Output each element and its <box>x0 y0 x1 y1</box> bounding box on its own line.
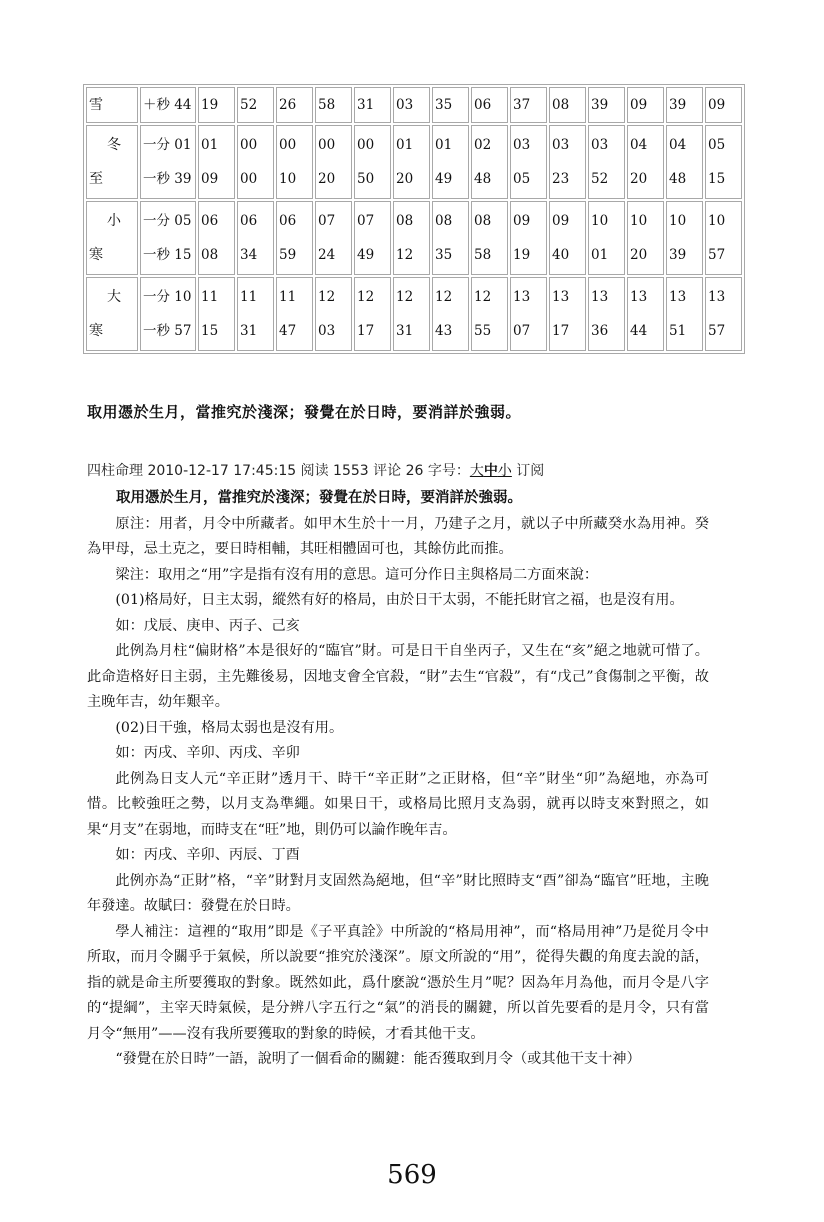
time-cell <box>237 201 274 275</box>
time-value: 23 <box>552 171 570 187</box>
table-row <box>86 125 742 199</box>
time-cell <box>393 87 430 123</box>
time-cell <box>627 201 664 275</box>
solar-term-cell <box>86 125 138 199</box>
time-value: 17 <box>552 323 570 339</box>
time-value: 04 <box>630 137 648 153</box>
time-cell <box>705 277 742 351</box>
time-cell <box>315 201 352 275</box>
time-cell <box>588 87 625 123</box>
time-value: 39 <box>669 247 687 263</box>
time-value: 31 <box>396 323 414 339</box>
time-cell <box>354 277 391 351</box>
time-value: 20 <box>630 171 648 187</box>
paragraph: 學人補注：這裡的“取用”即是《子平真詮》中所說的“格局用神”，而“格局用神”乃是從月令中所取，而月令關乎于氣候，所以說要“推究於淺深”。原文所說的“用”，從得失觀的角度去說的話，指的就是命主所要獲取的對象。既然如此，爲什麽說“憑於生月”呢？因為年月為他，而月令是八字的“提綱”，主宰天時氣候，是分辨八字五行之“氣”的消長的關鍵，所以首先要看的是月令，只有當月令“無用”——沒有我所要獲取的對象的時候，才看其他干支。 <box>87 923 709 1042</box>
time-cell <box>627 125 664 199</box>
time-value: 10 <box>669 213 687 229</box>
time-value: 12 <box>357 289 375 305</box>
time-value: 13 <box>513 289 531 305</box>
time-value: 20 <box>318 171 336 187</box>
paragraph: 此例亦為“正財”格，“辛”財對月支固然為絕地，但“辛”財比照時支“酉”卻為“臨官”旺地，主晚年發達。故賦曰：發覺在於日時。 <box>87 872 709 914</box>
paragraph: 梁注：取用之“用”字是指有沒有用的意思。這可分作日主與格局二方面來說： <box>115 566 599 583</box>
time-cell <box>627 87 664 123</box>
correction-value: 一秒 57 <box>143 323 192 339</box>
solar-term-char: 小 <box>107 213 121 229</box>
correction-value: ＋秒 44 <box>143 97 192 113</box>
solar-term-cell <box>86 277 138 351</box>
paragraph: (02)日干強，格局太弱也是沒有用。 <box>115 719 344 736</box>
time-cell <box>510 201 547 275</box>
time-cell <box>705 201 742 275</box>
correction-cell <box>140 277 196 351</box>
time-cell <box>705 125 742 199</box>
time-value: 04 <box>669 137 687 153</box>
time-value: 52 <box>591 171 609 187</box>
correction-value: 一分 01 <box>143 137 192 153</box>
time-value: 12 <box>474 289 492 305</box>
time-value: 12 <box>318 289 336 305</box>
time-cell <box>588 125 625 199</box>
time-cell <box>588 277 625 351</box>
time-value: 13 <box>669 289 687 305</box>
time-cell <box>198 201 235 275</box>
time-value: 49 <box>435 171 453 187</box>
time-cell <box>666 125 703 199</box>
time-value: 00 <box>318 137 336 153</box>
time-value: 39 <box>669 97 687 113</box>
time-cell <box>432 201 469 275</box>
time-value: 08 <box>435 213 453 229</box>
time-value: 47 <box>279 323 297 339</box>
time-value: 13 <box>591 289 609 305</box>
time-value: 00 <box>357 137 375 153</box>
time-value: 55 <box>474 323 492 339</box>
time-value: 03 <box>396 97 414 113</box>
time-value: 57 <box>708 247 726 263</box>
time-value: 03 <box>318 323 336 339</box>
time-value: 19 <box>513 247 531 263</box>
time-value: 00 <box>279 137 297 153</box>
time-cell <box>315 277 352 351</box>
time-cell <box>666 277 703 351</box>
time-cell <box>393 201 430 275</box>
article-meta <box>87 461 544 481</box>
time-value: 01 <box>396 137 414 153</box>
page-number: 569 <box>387 1160 437 1190</box>
time-cell <box>198 125 235 199</box>
time-cell <box>549 277 586 351</box>
time-value: 35 <box>435 97 453 113</box>
article-heading: 取用憑於生月，當推究於淺深；發覺在於日時，要消詳於強弱。 <box>87 403 522 421</box>
article-subheading: 取用憑於生月，當推究於淺深；發覺在於日時，要消詳於強弱。 <box>116 490 522 506</box>
time-cell <box>315 87 352 123</box>
subscribe-link[interactable]: 订阅 <box>511 463 545 479</box>
time-value: 15 <box>708 171 726 187</box>
font-size-small-link[interactable]: 小 <box>497 463 512 479</box>
time-value: 31 <box>357 97 375 113</box>
paragraph: “發覺在於日時”一語，說明了一個看命的關鍵：能否獲取到月令（或其他干支十神） <box>115 1051 641 1067</box>
time-value: 19 <box>201 97 219 113</box>
solar-term-char: 大 <box>107 289 121 305</box>
time-cell <box>354 125 391 199</box>
solar-term-char: 寒 <box>89 247 103 263</box>
time-value: 43 <box>435 323 453 339</box>
time-cell <box>237 87 274 123</box>
solar-term-cell <box>86 201 138 275</box>
time-cell <box>666 201 703 275</box>
time-value: 09 <box>552 213 570 229</box>
time-value: 20 <box>396 171 414 187</box>
time-cell <box>432 125 469 199</box>
solar-term-char: 至 <box>89 171 103 187</box>
time-cell <box>588 201 625 275</box>
time-value: 51 <box>669 323 687 339</box>
time-value: 06 <box>240 213 258 229</box>
time-value: 01 <box>201 137 219 153</box>
solar-term-char: 雪 <box>89 97 103 113</box>
time-value: 44 <box>630 323 648 339</box>
time-value: 12 <box>396 289 414 305</box>
time-value: 01 <box>435 137 453 153</box>
time-value: 10 <box>279 171 297 187</box>
time-value: 09 <box>630 97 648 113</box>
time-value: 20 <box>630 247 648 263</box>
time-value: 13 <box>552 289 570 305</box>
time-cell <box>315 125 352 199</box>
time-value: 13 <box>708 289 726 305</box>
time-value: 50 <box>357 171 375 187</box>
correction-cell <box>140 125 196 199</box>
time-cell <box>549 125 586 199</box>
correction-value: 一秒 39 <box>143 171 192 187</box>
font-size-large-link[interactable]: 大 <box>469 463 484 479</box>
time-value: 02 <box>474 137 492 153</box>
paragraph: 此例為日支人元“辛正財”透月干、時干“辛正財”之正財格，但“辛”財坐“卯”為絕地，亦為可惜。比較強旺之勢，以月支為準繩。如果日干，或格局比照月支為弱，就再以時支來對照之，如果“月支”在弱地，而時支在“旺”地，則仍可以論作晚年吉。 <box>87 770 709 838</box>
time-cell <box>549 87 586 123</box>
time-cell <box>276 201 313 275</box>
time-value: 00 <box>240 171 258 187</box>
solar-term-char: 冬 <box>107 137 121 153</box>
time-value: 08 <box>201 247 219 263</box>
time-value: 05 <box>708 137 726 153</box>
time-value: 03 <box>591 137 609 153</box>
time-cell <box>432 277 469 351</box>
time-cell <box>393 125 430 199</box>
time-value: 13 <box>630 289 648 305</box>
time-cell <box>510 125 547 199</box>
time-value: 24 <box>318 247 336 263</box>
time-cell <box>198 277 235 351</box>
time-cell <box>432 87 469 123</box>
time-value: 09 <box>513 213 531 229</box>
time-cell <box>276 277 313 351</box>
table-row <box>86 201 742 275</box>
time-value: 37 <box>513 97 531 113</box>
time-value: 07 <box>513 323 531 339</box>
time-value: 08 <box>474 213 492 229</box>
paragraph: 原注：用者，月令中所藏者。如甲木生於十一月，乃建子之月，就以子中所藏癸水為用神。癸為甲母，忌土克之，要日時相輔，其旺相體固可也，其餘仿此而推。 <box>87 515 709 557</box>
time-value: 36 <box>591 323 609 339</box>
time-cell <box>471 277 508 351</box>
time-cell <box>471 125 508 199</box>
time-value: 11 <box>279 289 297 305</box>
time-value: 48 <box>474 171 492 187</box>
time-value: 03 <box>513 137 531 153</box>
time-value: 06 <box>474 97 492 113</box>
time-value: 26 <box>279 97 297 113</box>
time-cell <box>705 87 742 123</box>
time-cell <box>549 201 586 275</box>
time-cell <box>471 87 508 123</box>
time-cell <box>198 87 235 123</box>
time-value: 06 <box>279 213 297 229</box>
time-cell <box>393 277 430 351</box>
paragraph: 如：丙戌、辛卯、丙辰、丁酉 <box>115 847 300 863</box>
time-value: 11 <box>201 289 219 305</box>
article-body <box>87 486 709 1073</box>
time-value: 35 <box>435 247 453 263</box>
time-value: 08 <box>396 213 414 229</box>
time-value: 31 <box>240 323 258 339</box>
time-value: 09 <box>201 171 219 187</box>
paragraph: (01)格局好，日主太弱，縱然有好的格局，由於日干太弱，不能托財官之福，也是沒有用。 <box>115 592 684 608</box>
time-value: 12 <box>435 289 453 305</box>
correction-value: 一分 10 <box>143 289 192 305</box>
time-cell <box>237 125 274 199</box>
correction-cell <box>140 201 196 275</box>
table-row <box>86 87 742 123</box>
time-cell <box>510 277 547 351</box>
time-value: 58 <box>474 247 492 263</box>
time-cell <box>276 87 313 123</box>
meta-info: 四柱命理 2010-12-17 17:45:15 阅读 1553 评论 26 字号： <box>87 463 470 479</box>
time-value: 34 <box>240 247 258 263</box>
time-value: 10 <box>591 213 609 229</box>
time-value: 08 <box>552 97 570 113</box>
time-cell <box>276 125 313 199</box>
time-value: 58 <box>318 97 336 113</box>
time-value: 09 <box>708 97 726 113</box>
time-cell <box>354 87 391 123</box>
solar-term-char: 寒 <box>89 323 103 339</box>
paragraph: 如：戊辰、庚申、丙子、己亥 <box>115 617 300 634</box>
paragraph: 如：丙戌、辛卯、丙戌、辛卯 <box>115 745 300 761</box>
time-value: 10 <box>630 213 648 229</box>
time-value: 39 <box>591 97 609 113</box>
time-value: 10 <box>708 213 726 229</box>
time-cell <box>510 87 547 123</box>
time-value: 59 <box>279 247 297 263</box>
data-table <box>83 84 745 354</box>
time-value: 49 <box>357 247 375 263</box>
time-value: 12 <box>396 247 414 263</box>
time-value: 01 <box>591 247 609 263</box>
time-value: 00 <box>240 137 258 153</box>
time-value: 48 <box>669 171 687 187</box>
correction-cell <box>140 87 196 123</box>
time-cell <box>471 201 508 275</box>
time-cell <box>627 277 664 351</box>
time-value: 15 <box>201 323 219 339</box>
table-row <box>86 277 742 351</box>
time-value: 03 <box>552 137 570 153</box>
time-value: 07 <box>318 213 336 229</box>
time-value: 57 <box>708 323 726 339</box>
correction-value: 一分 05 <box>143 213 192 229</box>
solar-term-cell <box>86 87 138 123</box>
correction-value: 一秒 15 <box>143 247 192 263</box>
paragraph: 此例為月柱“偏財格”本是很好的“臨官”財。可是日干自坐丙子，又生在“亥”絕之地就可惜了。此命造格好日主弱，主先難後易，因地支會全官殺，“財”去生“官殺”，有“戊己”食傷制之平衡，故主晚年吉，幼年艱辛。 <box>87 643 709 710</box>
time-cell <box>237 277 274 351</box>
time-value: 11 <box>240 289 258 305</box>
time-cell <box>666 87 703 123</box>
time-value: 06 <box>201 213 219 229</box>
time-value: 52 <box>240 97 258 113</box>
time-value: 40 <box>552 247 570 263</box>
time-value: 07 <box>357 213 375 229</box>
font-size-medium-link[interactable]: 中 <box>483 463 498 479</box>
time-value: 05 <box>513 171 531 187</box>
time-cell <box>354 201 391 275</box>
time-value: 17 <box>357 323 375 339</box>
